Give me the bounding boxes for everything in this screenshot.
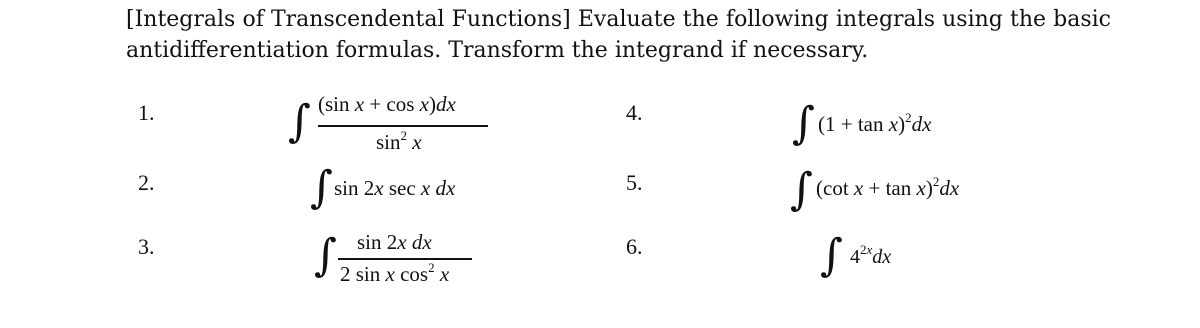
problem-1-fraction-bar xyxy=(318,125,488,127)
problem-4-integrand: $(1 + \tan x)^2dx$ xyxy=(818,110,932,136)
integral-sign-6: ∫ xyxy=(820,230,843,281)
problem-number-3: 3. xyxy=(138,234,155,259)
integral-sign-5: ∫ xyxy=(790,164,813,215)
problem-number-6: 6. xyxy=(626,234,643,259)
integral-sign-4: ∫ xyxy=(792,98,815,149)
problem-3-numerator: sin 2x dx xyxy=(357,230,432,254)
problem-6-integrand: $4^{2x}dx$ xyxy=(850,242,892,268)
problem-3-fraction-bar xyxy=(338,258,472,260)
problem-number-1: 1. xyxy=(138,100,155,125)
integral-sign-1: ∫ xyxy=(288,96,311,147)
problem-5-integrand: (cot x + tan x)$^2$dx xyxy=(816,174,960,200)
problem-number-4: 4. xyxy=(626,100,643,125)
problem-3-denominator: 2 sin x $\cos^2 x$ xyxy=(340,260,450,286)
problem-number-2: 2. xyxy=(138,170,155,195)
problem-1-denominator: $\sin^2 x$ xyxy=(376,128,422,154)
integral-sign-2: ∫ xyxy=(310,162,333,213)
instructions-text: [Integrals of Transcendental Functions] Evaluate the following integrals using the basic antidifferentiation formulas. Transform the integrand if necessary. xyxy=(126,7,1111,63)
problem-number-5: 5. xyxy=(626,170,643,195)
integral-sign-3: ∫ xyxy=(314,230,337,281)
problem-2-integrand: sin 2x sec x dx xyxy=(334,176,456,200)
problem-1-numerator: (sin x + cos x)dx xyxy=(318,92,456,116)
